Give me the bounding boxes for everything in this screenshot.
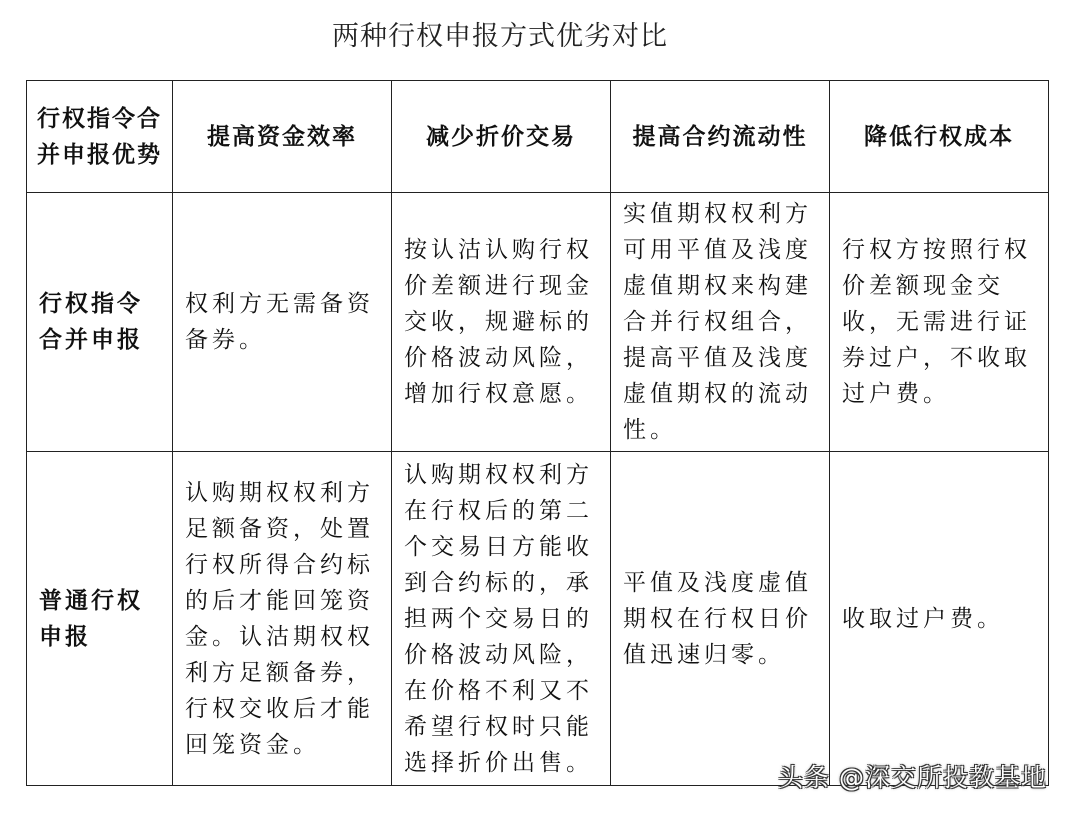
comparison-table bbox=[26, 80, 1049, 786]
table-cell: 认购期权权利方足额备资，处置行权所得合约标的后才能回笼资金。认沽期权权利方足额备券，行权交收后才能回笼资金。 bbox=[173, 452, 392, 786]
header-cell-liquidity: 提高合约流动性 bbox=[611, 81, 830, 193]
table-cell: 实值期权权利方可用平值及浅度虚值期权来构建合并行权组合，提高平值及浅度虚值期权的流动性。 bbox=[611, 193, 830, 452]
table-row bbox=[27, 452, 1049, 786]
page-title: 两种行权申报方式优劣对比 bbox=[332, 21, 668, 52]
table-header-row bbox=[27, 81, 1049, 193]
table-cell: 平值及浅度虚值期权在行权日价值迅速归零。 bbox=[611, 452, 830, 786]
header-cell-cost: 降低行权成本 bbox=[830, 81, 1049, 193]
header-cell-capital-efficiency: 提高资金效率 bbox=[173, 81, 392, 193]
table-cell: 行权方按照行权价差额现金交收，无需进行证券过户，不收取过户费。 bbox=[830, 193, 1049, 452]
table-row bbox=[27, 193, 1049, 452]
row-label-normal-declaration: 普通行权申报 bbox=[27, 452, 173, 786]
table-cell: 按认沽认购行权价差额进行现金交收，规避标的价格波动风险，增加行权意愿。 bbox=[392, 193, 611, 452]
header-cell-advantage: 行权指令合并申报优势 bbox=[27, 81, 173, 193]
header-cell-reduce-discount: 减少折价交易 bbox=[392, 81, 611, 193]
row-label-merged-declaration: 行权指令合并申报 bbox=[27, 193, 173, 452]
table-cell: 认购期权权利方在行权后的第二个交易日方能收到合约标的，承担两个交易日的价格波动风险，在价格不利又不希望行权时只能选择折价出售。 bbox=[392, 452, 611, 786]
watermark-text: 头条 @深交所投教基地 bbox=[778, 763, 1047, 792]
table-cell: 收取过户费。 bbox=[830, 452, 1049, 786]
table-cell: 权利方无需备资备券。 bbox=[173, 193, 392, 452]
